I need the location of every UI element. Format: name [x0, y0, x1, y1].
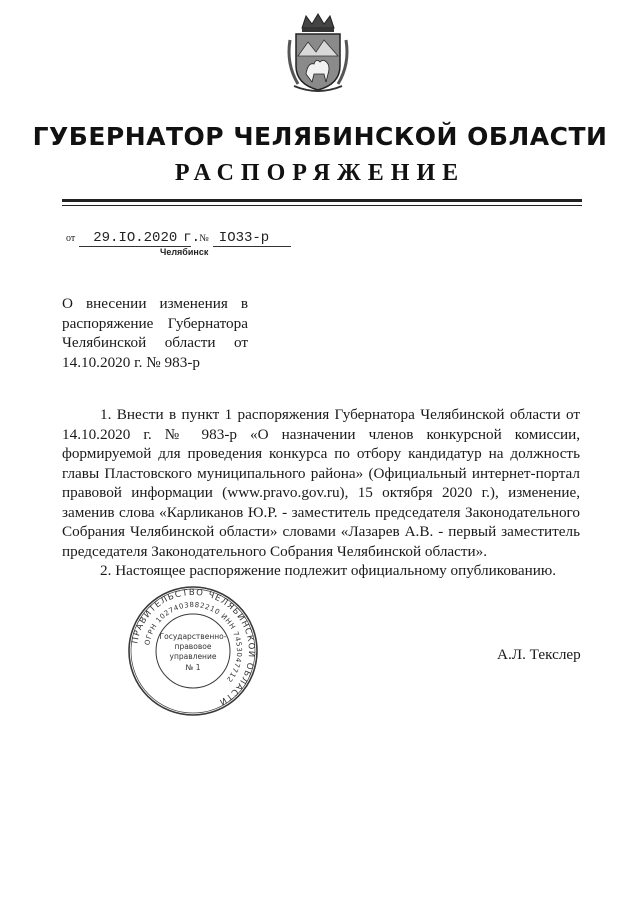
stamp-ring-text: ПРАВИТЕЛЬСТВО ЧЕЛЯБИНСКОЙ ОБЛАСТИ	[130, 587, 257, 708]
stamp-center-line-2: правовое	[174, 642, 212, 651]
date-field	[79, 228, 201, 247]
document-type: РАСПОРЯЖЕНИЕ	[174, 160, 466, 186]
header-divider-thick	[62, 199, 582, 202]
year-suffix: г.	[183, 230, 201, 246]
from-label: от	[66, 233, 76, 244]
header-divider-thin	[62, 205, 582, 206]
org-title: ГУБЕРНАТОР ЧЕЛЯБИНСКОЙ ОБЛАСТИ	[32, 122, 608, 151]
city-label: Челябинск	[160, 247, 209, 257]
signatory-name: А.Л. Текслер	[497, 646, 581, 663]
number-field	[213, 228, 291, 247]
stamp-center-line-1: Государственно-	[159, 632, 227, 641]
document-subject: О внесении изменения в распоряжение Губернатора Челябинской области от 14.10.2020 г. № 983-р	[62, 295, 248, 371]
number-label: №	[199, 233, 209, 244]
document-body	[62, 405, 580, 581]
coat-of-arms-icon	[284, 12, 352, 94]
body-paragraph-1: 1. Внести в пункт 1 распоряжения Губернатора Челябинской области от 14.10.2020 г. № 983-р «О назначении членов конкурсной комиссии, формируемой для проведения конкурса по отбору кандидатур на должность главы Пластовского муниципального района» (Официальный интернет-портал правовой информации (www.pravo.gov.ru), 15 октября 2020 г.), изменение, заменив слова «Карликанов Ю.Р. - заместитель председателя Законодательного Собрания Челябинской области» словами «Лазарев А.В. - первый заместитель председателя Законодательного Собрания Челябинской области».	[62, 406, 580, 560]
stamp-center-line-3: управление	[169, 652, 217, 661]
stamp-inner-ring-text: ОГРН 1027403882210 ИНН 7453047712	[143, 600, 244, 684]
stamp-center-line-4: № 1	[185, 663, 201, 672]
number-value: IO33-р	[218, 230, 270, 246]
date-value: 29.IO.2020	[93, 230, 178, 246]
official-stamp	[126, 584, 260, 718]
body-paragraph-2: 2. Настоящее распоряжение подлежит официальному опубликованию.	[100, 562, 557, 579]
